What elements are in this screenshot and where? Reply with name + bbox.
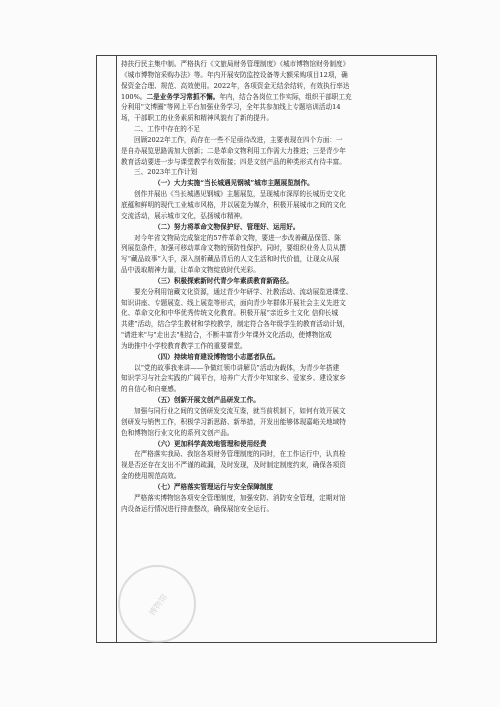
text-line: 写“藏品故事”入手，深入剖析藏品背后的人文生活和时代价值，让现众从展 bbox=[121, 255, 340, 264]
section-heading: 二、工作中存在的不足 bbox=[134, 125, 201, 134]
text-line: 底蕴和鲜明的现代工业城市风格，并以展览为媒介，积极开展城市之间的文化 bbox=[121, 200, 346, 209]
text-line: 知识讲座、专题展览、线上展览等形式，面向青少年群体开展社会主义先进文 bbox=[121, 298, 346, 307]
text-line: 在严格落实我局、我馆各项财务管理制度的同时，在工作运行中，认真检 bbox=[134, 450, 346, 459]
subsection-heading: （六）更加科学高效地管理和使用经费 bbox=[154, 439, 267, 448]
official-seal-stamp bbox=[118, 565, 196, 643]
text-line: 色和博物馆行业文化的系列文创产品。 bbox=[121, 428, 234, 437]
text-line: 内设备运行情况进行排查整改，确保展馆安全运行。 bbox=[121, 504, 274, 513]
text-line: 分利用"文博圈"等网上平台加强业务学习，全年共参加线上专题培训活动14 bbox=[121, 103, 341, 112]
text-line: 交流活动，展示城市文化，弘扬城市精神。 bbox=[121, 211, 247, 220]
text-line: 对今年省文物局完成鉴定的57件革命文物，要进一步改善藏品保管、陈 bbox=[134, 233, 341, 242]
text-line: 场，干部职工的业务素质和精神风貌有了新的提升。 bbox=[121, 114, 274, 123]
text-line: 创研发与销售工作，积极学习新思路、新举措，开发出能够体现嘉峪关地域特 bbox=[121, 417, 346, 426]
text-line: 创作并展出《当长城遇见钢城》主题展览，呈现城市深厚的长城历史文化 bbox=[134, 190, 346, 199]
text-line: 保资金合理、规范、高效使用。2022年，各项资金无结余结转，有效执行率达 bbox=[121, 81, 350, 90]
text-line: 金的使用规范高效。 bbox=[121, 472, 181, 481]
subsection-heading: （七）严格落实管理运行与安全保障制度 bbox=[154, 482, 274, 491]
text-line: 回顾2022年工作，尚存在一些不足亟待改进，主要表现在四个方面：一 bbox=[134, 135, 343, 144]
text-line: 列展览条件，加强可移动革命文物的预防性保护。同时，要组织业务人员从撰 bbox=[121, 244, 346, 253]
text-line: 加强与同行业之间的文创研发交流互鉴，就当前机制下，如何有效开展文 bbox=[134, 407, 346, 415]
text-line: 视是否还存在支出不严谨的疏漏，及时发现，及时制定制度约束，确保各项资 bbox=[121, 461, 346, 470]
text-line: 教育活动要进一步与课堂教学有效衔接；四是文创产品的种类形式有待丰富。 bbox=[121, 157, 346, 166]
subsection-heading: （四）持续培育建设博物馆小志愿者队伍。 bbox=[154, 352, 280, 361]
text-line: 共建”活动，结合学生教材和学校教学，制定符合各年级学生的教育活动计划， bbox=[121, 320, 350, 329]
document-body bbox=[121, 59, 433, 514]
text-line: 知识学习与社会实践的广阔平台，培养广大青少年知家乡、爱家乡、建设家乡 bbox=[121, 374, 346, 383]
section-heading: 三、2023年工作计划 bbox=[134, 168, 198, 177]
text-line: 化、革命文化和中华优秀传统文化教育。积极开展“亲近乡土文化 信仰长城 bbox=[121, 309, 339, 318]
text-line: 《城市博物馆采购办法》等。年内开展安防监控设备等大额采购项目12项，确 bbox=[121, 70, 348, 79]
text-line: 是自办展览思路需加大创新；二是革命文物利用工作需大力推进；三是青少年 bbox=[121, 146, 346, 155]
text-span: 年内，结合各岗位工作实际，组织干部职工充 bbox=[219, 92, 352, 101]
text-line: 为助推中小学校教育教学工作的重要课堂。 bbox=[121, 341, 247, 350]
subsection-heading: （二）努力将革命文物保护好、管理好、运用好。 bbox=[154, 222, 300, 231]
text-line: 严格落实博物馆各项安全管理制度，加强安防、消防安全管理，定期对馆 bbox=[134, 493, 346, 502]
subheading-inline: 二是业务学习常抓不懈。 bbox=[146, 92, 220, 101]
text-line: 要充分利用馆藏文化资源，通过青少年研学、社教活动、流动展览进课堂、 bbox=[134, 287, 353, 296]
text-line bbox=[121, 92, 433, 103]
subsection-heading: （五）创新开展文创产品研发工作。 bbox=[154, 396, 260, 405]
text-line: 以“党的故事我来讲——争做红领巾讲解员”活动为载体，为青少年搭建 bbox=[134, 363, 340, 372]
text-line: 的自信心和自豪感。 bbox=[121, 385, 181, 394]
text-line: 持扶行民主集中制。严格执行《文旅局财务管理制度》《城市博物馆财务制度》 bbox=[121, 60, 350, 68]
stamp-text: 博物馆 bbox=[147, 592, 169, 618]
subsection-heading: （三）积极探索新时代青少年素质教育新路径。 bbox=[154, 276, 293, 285]
text-span: 100%。 bbox=[121, 92, 147, 101]
text-line: 品中汲取精神力量，让革命文物绽放时代光彩。 bbox=[121, 266, 260, 275]
subsection-heading: （一）大力实施“当长城遇见钢城”城市主题展览制作。 bbox=[154, 179, 314, 188]
form-column-divider bbox=[116, 55, 117, 643]
text-line: "请进来"与"走出去"相结合，不断丰富青少年课外文化活动，使博物馆成 bbox=[121, 331, 332, 340]
